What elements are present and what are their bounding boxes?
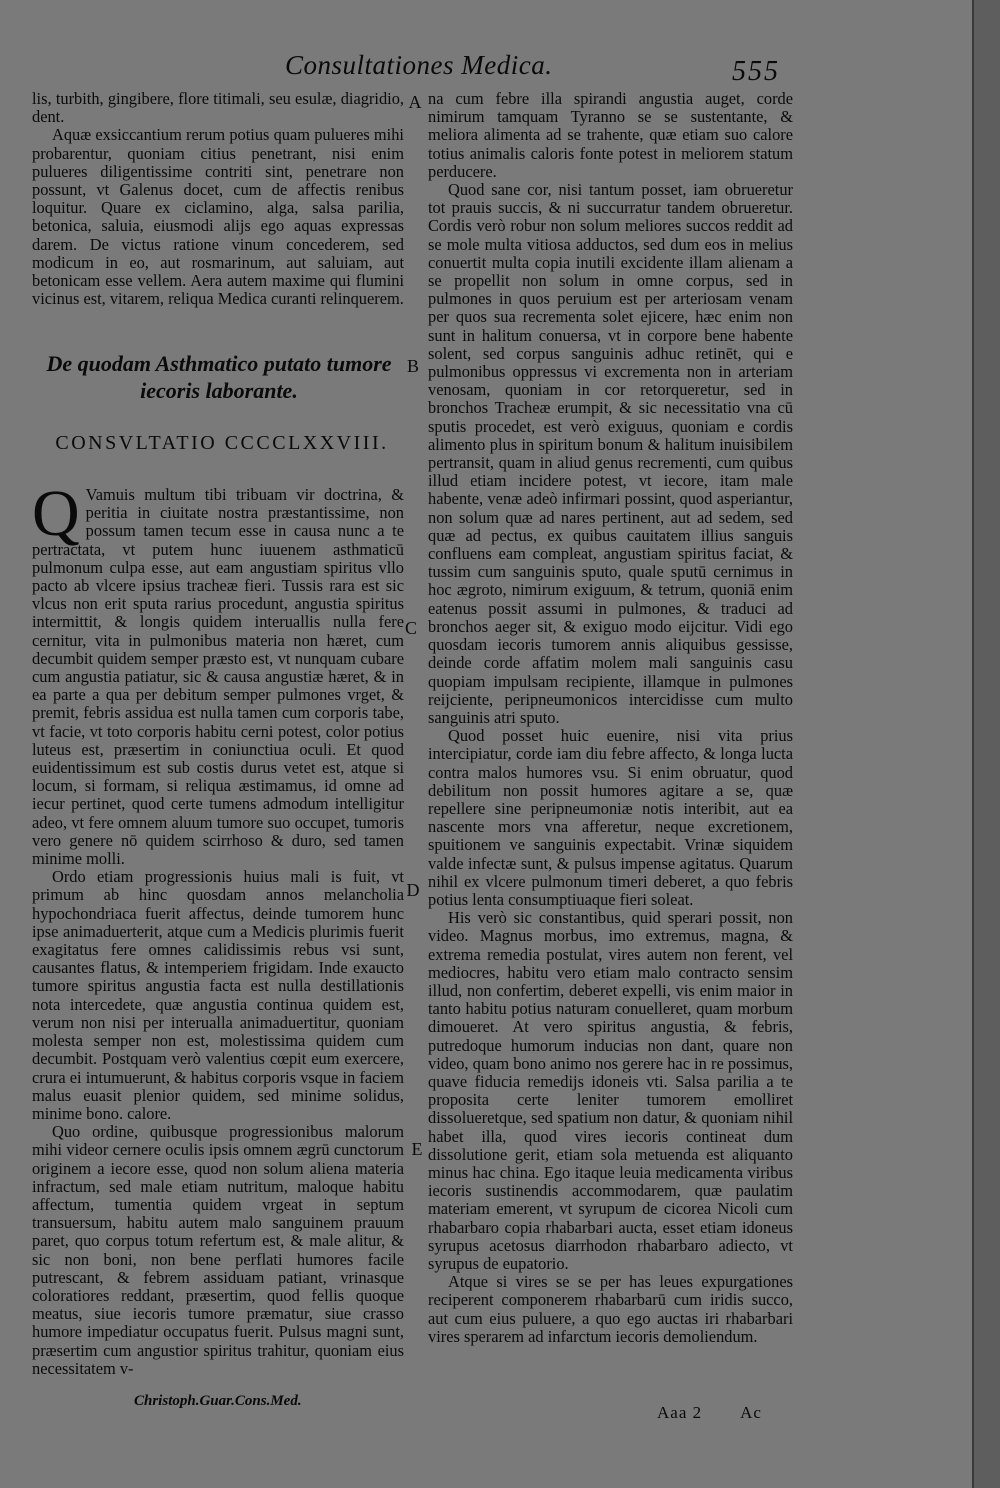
page-number: 555 (732, 56, 780, 87)
paragraph: Aquæ exsiccantium rerum potius quam pulueres mihi probarentur, quoniam citius penetrant, nisi enim pulueres diligentissime contriti sint, penetrare non possunt, vt Galenus docet, cum de affectis renibus loquitur. Quare ex ciclamino, alga, salsa parilia, betonica, saluia, eiusmodi alijs ego aquas expressas darem. De victus ratione vinum concederem, sed modicum in eo, aut rosmarinum, aut saluiam, aut betonicam esse vellem. Aera autem maxime qui flumini vicinus est, vitarem, reliqua Medica curanti relinquerem. (32, 125, 404, 309)
margin-letter-d: D (406, 880, 420, 900)
right-column (428, 90, 793, 1346)
paragraph: lis, turbith, gingibere, flore titimali, seu esulæ, diagridio, dent. (32, 89, 404, 127)
paragraph: His verò sic constantibus, quid sperari possit, non video. Magnus morbus, imo extremus, magna, & extrema remedia postulat, vires autem non ferent, vel mediocres, habitu vero etiam malo contracto sensim illud, non confertim, deberet expelli, vis enim maior in tanto habitu potius naturam conuelleret, quam morbum dimoueret. At vero spiritus angustia, & febris, putredoque humorum inducias non dant, quare non video, quam bono animo nos gerere hac in re possimus, quave fiducia remedijs idoneis vti. Salsa parilia a te proposita certe leniter tumorem emolliret dissolueretque, sed spatium non datur, & quoniam nihil habet illa, quod vires iecoris contineat dum dissolutione gerit, etiam sola metuenda est aliquanto minus hac china. Ego itaque leuia medicamenta viribus iecoris sustinendis accommodarem, quæ paulatim materiam emerent, vt syrupum de cicorea Nicoli cum rhabarbaro copia rhabarbari aucta, esset etiam idoneus syrupus acetosus diarrhodon rhabarbaro adiecto, vt syrupus de eupatorio. (428, 908, 793, 1273)
left-column-body (32, 477, 404, 1378)
left-column-top (32, 90, 404, 308)
paragraph: Atque si vires se se per has leues expurgationes reciperent componerem rhabarbarū cum iridis succo, aut cum eius puluere, a quo ego auctas iri rhabarbari vires sperarem ad infarctum iecoris demoliendum. (428, 1272, 793, 1346)
author-signature: Christoph.Guar.Cons.Med. (134, 1393, 302, 1409)
consultation-number: CONSVLTATIO CCCCLXXVIII. (55, 432, 389, 454)
running-header: Consultationes Medica. (285, 50, 553, 80)
section-heading: De quodam Asthmatico putato tumore iecoris laborante. (46, 351, 392, 403)
paragraph: na cum febre illa spirandi angustia auget, corde nimirum tamquam Tyranno se se sustentante, & meliora alimenta ad se trahente, quæ etiam suo calore totius animalis caloris fonte potest in meliorem statum perducere. (428, 89, 793, 181)
margin-letter-a: A (408, 92, 422, 112)
page-edge-shadow (972, 0, 1000, 1488)
paragraph: Quod posset huic euenire, nisi vita prius intercipiatur, corde iam diu febre affecto, & longa lucta contra malos humores vsu. Si enim obruatur, quod debilitum non possit humores agitare a se, quæ repellere sine peripneumoniæ notis interibit, aut ea nascente mors vna afferetur, neque excretionem, spuitionem ve sanguinis expectabit. Vrinæ siquidem valde infectæ sunt, & pulsus impense agitatus. Quarum nihil ex vlcere pulmonum timeri deberet, a quo febris potius lenta consumptiuaque fieri soleat. (428, 726, 793, 909)
drop-cap: Q (32, 477, 80, 550)
paragraph: Quod sane cor, nisi tantum posset, iam obrueretur tot prauis succis, & ni succurratur tandem obrueretur. Cordis verò robur non solum meliores succos reddit ad se mole multa vitiosa adductos, sed dum eos in melius conuertit multa copia inutili excidente illam alienam a se propellit non solum in omne corpus, sed in pulmones in quos peruium est per arteriosam venam per quos sua recrementa solet ejicere, hæc enim non sunt in halitum conuersa, vt in corpore bene habente solent, sed corpus sanguinis adhuc retinēt, qui e pulmonibus oppressus vi excrementa non in arteriam venosam, quoniam in cor retorqueretur, sed in bronchos Tracheæ erumpit, & sic necessitatio vna cū sputis procedet, est verò exiguus, quoniam e cordis alimento plus in spiritum bonum & halitum inuisibilem pertransit, quam in aliud genus recrementi, cum quibus illud etiam incidere potest, vt iecore, itam male habente, venæ adeò infirmari possint, quod asperiantur, non solum quæ ad nares pertinent, aut ad sedem, sed quæ ad pectus, ex quibus cauitatem illius sanguis confluens eam compleat, angustiam spiritus faciat, & tussim cum sanguinis sputo, quale sputū cernimus in hoc ægroto, nimirum exiguum, & tetrum, quoniā enim eatenus possit assumi in pulmones, & traduci ad bronchos aeger sit, & exiguo modo eijcitur. Vidi ego quosdam iecoris tumorem annis aliquibus gessisse, deinde corde affatim molem mali sanguinis casu quopiam impulsam recipiente, illamque in pulmones reijciente, peripneumonicos intercidisse cum multo sanguinis atri sputo. (428, 180, 793, 727)
catchword: Ac (740, 1403, 762, 1422)
paragraph: Ordo etiam progressionis huius mali is fuit, vt primum ab hinc quosdam annos melancholia hypochondriaca fuerit affectus, deinde tumorem hunc ipse animaduerterit, atque cum a Medicis plurimis fuerit exagitatus fere omnes calidissimis rebus vsi sunt, causantes flatus, & intemperiem frigidam. Inde exaucto tumore spiritus angustia facta est nulla destillationis nota intercedete, quæ angustia continua quidem est, verum non nisi per interualla animaduertitur, quoniam molesta semper non est, molestissima quidem cum decumbit. Postquam verò valentius cœpit eum exercere, crura ei intumuerunt, & habitus corporis vsque in faciem malus euasit plenior quidem, sed minime solidus, minime bono. calore. (32, 867, 404, 1123)
page-footer (657, 1403, 762, 1423)
paragraph: Q Vamuis multum tibi tribuam vir doctrina, & peritia in ciuitate nostra præstantissime, non possum tamen tecum esse in causa nunc a te pertractata, vt putem hunc iuuenem asthmaticū pulmonum culpa esse, aut eam angustiam spiritus vllo pacto ab vlcere ipsius tracheæ fieri. Tussis rara est sic vlcus non erit sputa rarius procedunt, angustia spiritus intermittit, & longis quidem interuallis nulla fere cernitur, vita in pulmonibus materia non hæret, cum decumbit quidem semper præsto est, vt nunquam cubare cum angustia patiatur, sic & causa angustiæ hæret, & in ea parte a qua per debitum semper pulmones vrget, & premit, febris assidua est nulla tamen cum corporis tabe, vt facie, vt toto corporis habitu cerni potest, color potius luteus est, præsertim in coniunctiua oculi. Et quod euidentissimum est sub costis durus vetet est, atque si locum, si formam, si reliqua æstimamus, id omne ad iecur pertinet, quod certe tumens admodum intelligitur adeo, vt fere omnem aluum tumore suo occupet, tumoris vero genere nō quidem scirrhoso & duro, sed tamen minime molli. (32, 477, 404, 869)
margin-letter-e: E (411, 1139, 423, 1159)
signature-mark: Aaa 2 (657, 1403, 703, 1422)
paragraph: Quo ordine, quibusque progressionibus malorum mihi videor cernere oculis ipsis omnem ægrū cunctorum originem a iecore esse, quod non solum aliena materia infractum, sed male etiam nutritum, maloque habitu affectum, tumentia quidem vrgeat in septum transuersum, habitu autem malo sanguinem prauum paret, quo corpus totum refertum est, & male alitur, & sic non boni, non bene perflati humores facile putrescant, & febrem assiduam patiant, vrinasque coloratiores reddant, præsertim, quod fellis quoque meatus, siue iecoris tumore præmatur, siue crasso humore impediatur occupatus fuerit. Pulsus magni sunt, præsertim cum angustior spiritus trahitur, quoniam eius necessitatem v- (32, 1122, 404, 1378)
margin-letter-c: C (404, 618, 417, 638)
margin-letter-b: B (406, 356, 419, 376)
